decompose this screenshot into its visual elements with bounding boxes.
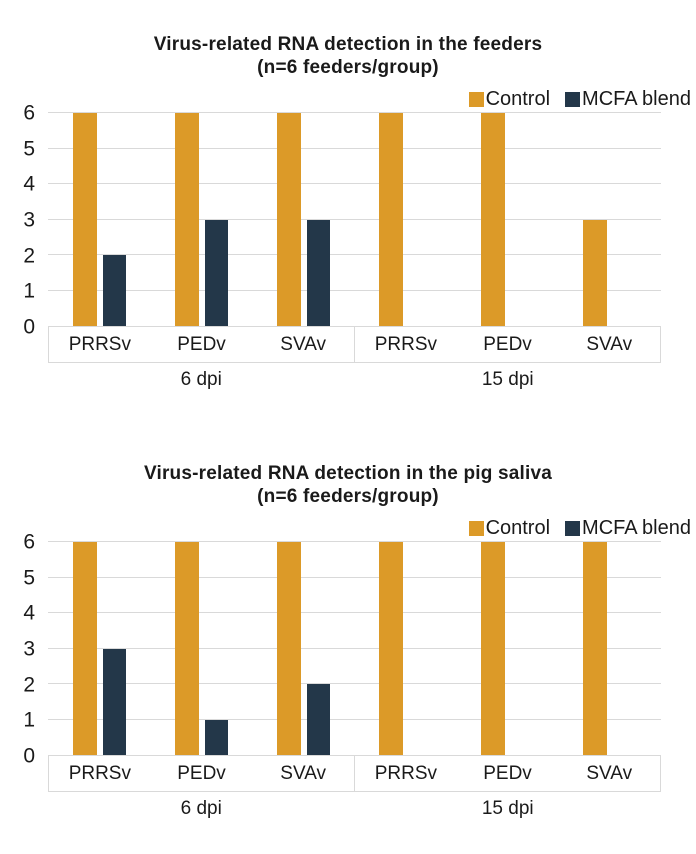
category-labels	[48, 327, 661, 363]
legend-item	[565, 517, 691, 540]
legend	[0, 516, 691, 540]
x-axis	[0, 756, 696, 792]
bar-slot	[559, 113, 661, 326]
mcfa-color-swatch-icon	[565, 92, 580, 107]
mcfa-blend-bar	[103, 649, 126, 756]
category-labels	[48, 756, 661, 792]
y-tick-label: 6	[23, 530, 35, 554]
control-bar	[481, 542, 505, 755]
y-tick-label: 4	[23, 601, 35, 625]
bar-slot	[457, 113, 559, 326]
control-bar	[73, 113, 97, 326]
y-tick-label: 5	[23, 566, 35, 590]
dpi-group-label: 6 dpi	[180, 368, 222, 390]
plot-area	[48, 542, 661, 756]
chart-subtitle: (n=6 feeders/group)	[257, 486, 439, 507]
pig-saliva-chart	[0, 396, 696, 825]
bar-slot	[150, 113, 252, 326]
control-bar	[277, 542, 301, 755]
y-tick-label: 3	[23, 637, 35, 661]
x-axis	[0, 327, 696, 363]
y-axis-spacer	[0, 363, 48, 396]
category-label: PRRSv	[68, 333, 131, 355]
category-label: SVAv	[280, 762, 327, 784]
legend	[0, 87, 691, 111]
dpi-group-label: 15 dpi	[481, 368, 534, 390]
y-tick-label: 2	[23, 244, 35, 268]
bar-slot	[150, 542, 252, 755]
category-label: PEDv	[177, 762, 226, 784]
y-tick-label: 6	[23, 101, 35, 125]
control-bar	[481, 113, 505, 326]
control-color-swatch-icon	[469, 92, 484, 107]
control-bar	[583, 220, 607, 327]
bar-slot	[48, 542, 150, 755]
y-axis	[0, 101, 48, 339]
mcfa-blend-bar	[205, 220, 228, 327]
category-label: PRRSv	[354, 756, 457, 791]
mcfa-blend-bar	[205, 720, 228, 755]
legend-label: Control	[485, 516, 551, 539]
dpi-group-label: 15 dpi	[481, 797, 534, 819]
bar-slot	[355, 542, 457, 755]
category-label: PRRSv	[68, 762, 131, 784]
dpi-axis	[0, 792, 696, 825]
dpi-groups	[48, 792, 661, 825]
bar-slot	[252, 542, 354, 755]
legend-item	[565, 88, 691, 111]
legend-label: Control	[485, 87, 551, 110]
category-label: SVAv	[586, 762, 633, 784]
plot-row	[0, 101, 696, 339]
y-tick-label: 0	[23, 315, 35, 339]
mcfa-blend-bar	[307, 684, 330, 755]
dpi-groups	[48, 363, 661, 396]
y-tick-label: 1	[23, 279, 35, 303]
chart-subtitle: (n=6 feeders/group)	[257, 57, 439, 78]
y-axis	[0, 530, 48, 768]
control-bar	[175, 113, 199, 326]
plot-row	[0, 530, 696, 768]
control-color-swatch-icon	[469, 521, 484, 536]
category-label: SVAv	[280, 333, 327, 355]
control-bar	[277, 113, 301, 326]
legend-item	[469, 88, 550, 111]
category-label: PEDv	[483, 762, 532, 784]
feeders-chart	[0, 0, 696, 396]
mcfa-color-swatch-icon	[565, 521, 580, 536]
bar-slot	[457, 542, 559, 755]
category-label: PEDv	[483, 333, 532, 355]
legend-label: MCFA blend	[582, 87, 691, 110]
y-axis-spacer	[0, 792, 48, 825]
mcfa-blend-bar	[103, 255, 126, 326]
control-bar	[379, 542, 403, 755]
bar-slot	[559, 542, 661, 755]
chart-title: Virus-related RNA detection in the pig saliva	[143, 463, 553, 484]
control-bar	[73, 542, 97, 755]
bar-slot	[355, 113, 457, 326]
legend-item	[469, 517, 550, 540]
category-label: PEDv	[177, 333, 226, 355]
control-bar	[583, 542, 607, 755]
legend-label: MCFA blend	[582, 516, 691, 539]
y-tick-label: 2	[23, 673, 35, 697]
mcfa-blend-bar	[307, 220, 330, 327]
bars-layer	[48, 113, 661, 326]
y-tick-label: 4	[23, 172, 35, 196]
control-bar	[175, 542, 199, 755]
category-label: SVAv	[586, 333, 633, 355]
bars-layer	[48, 542, 661, 755]
dpi-group-label: 6 dpi	[180, 797, 222, 819]
dpi-axis	[0, 363, 696, 396]
category-label: PRRSv	[354, 327, 457, 362]
y-tick-label: 0	[23, 744, 35, 768]
bar-slot	[252, 113, 354, 326]
chart-title: Virus-related RNA detection in the feeders	[153, 34, 543, 55]
y-tick-label: 3	[23, 208, 35, 232]
y-tick-label: 1	[23, 708, 35, 732]
plot-area	[48, 113, 661, 327]
control-bar	[379, 113, 403, 326]
y-tick-label: 5	[23, 137, 35, 161]
bar-slot	[48, 113, 150, 326]
